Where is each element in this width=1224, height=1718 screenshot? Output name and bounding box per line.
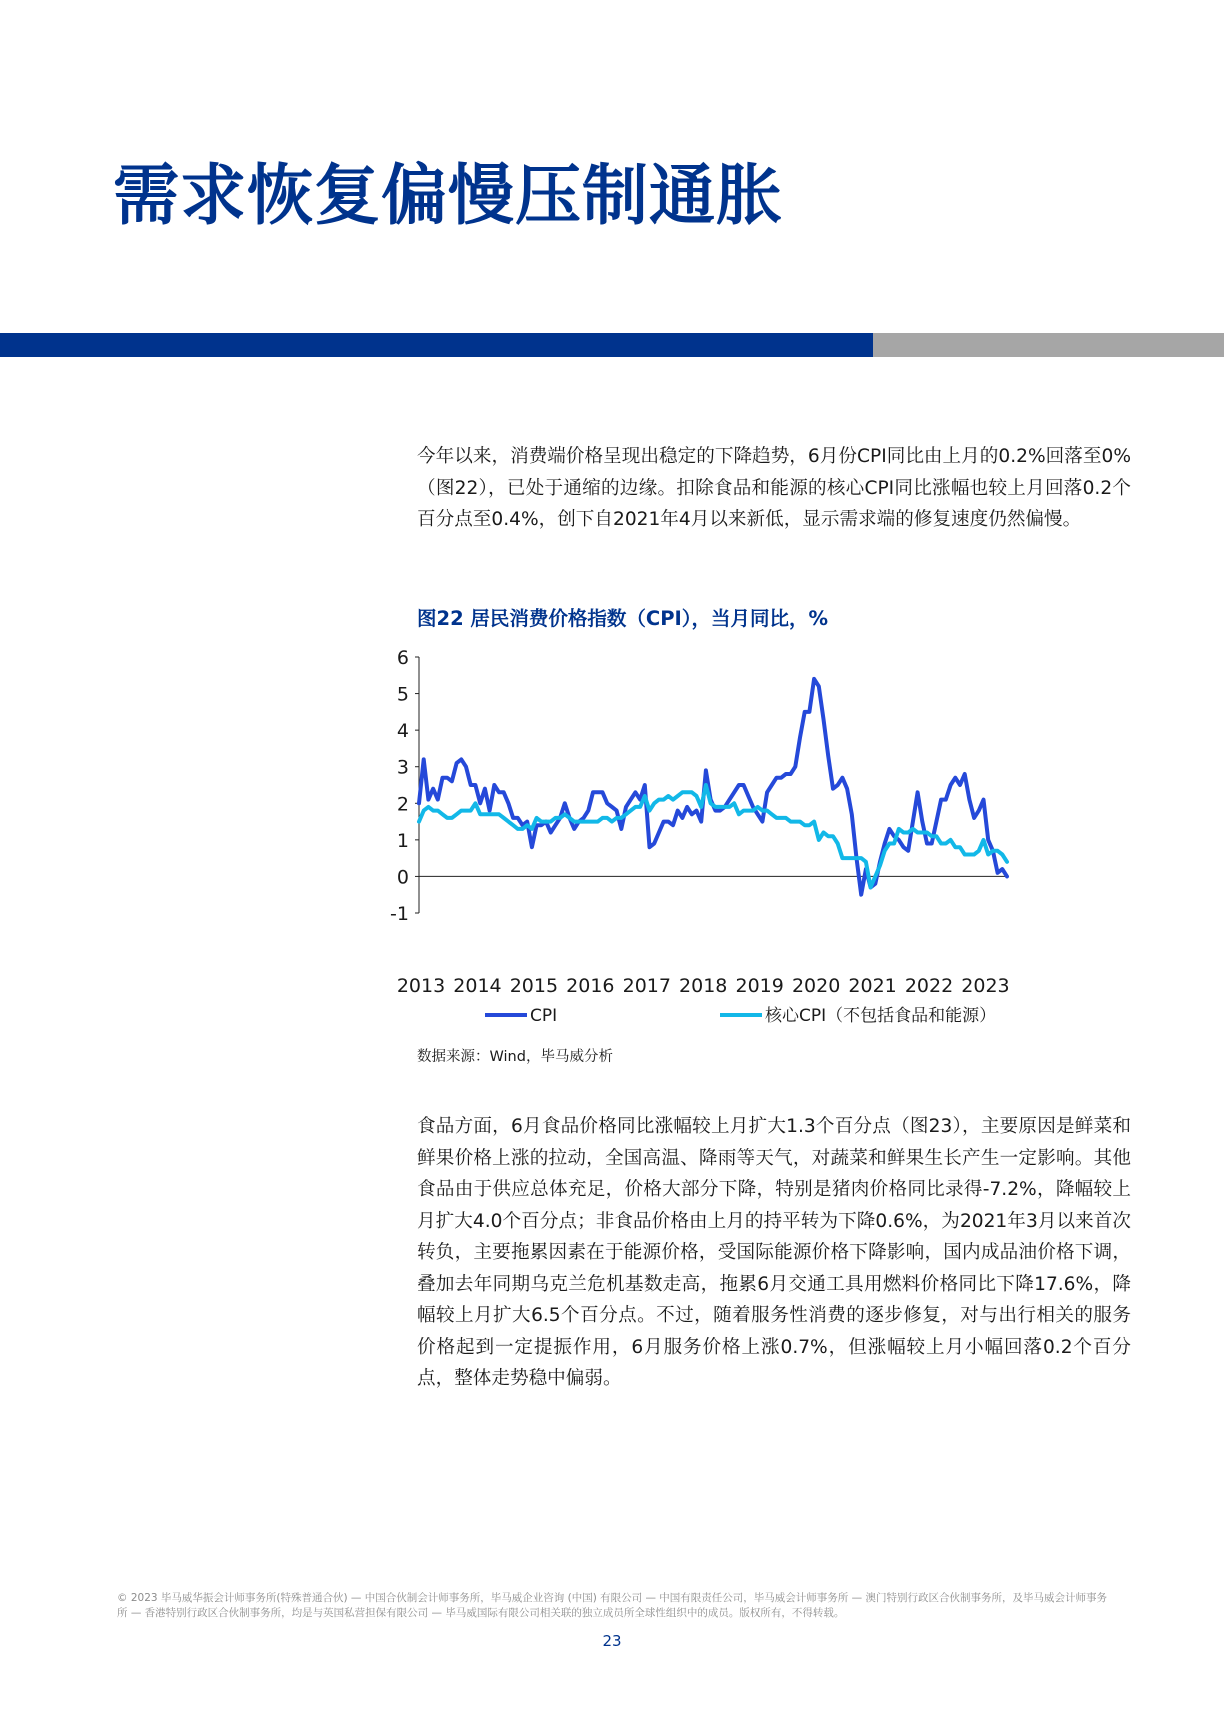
- chart-legend: [485, 1006, 996, 1026]
- intro-paragraph: 今年以来，消费端价格呈现出稳定的下降趋势，6月份CPI同比由上月的0.2%回落至0%（图22），已处于通缩的边缘。扣除食品和能源的核心CPI同比涨幅也较上月回落0.2个百分点至0.4%，创下自2021年4月以来新低，显示需求端的修复速度仍然偏慢。: [417, 446, 1131, 530]
- x-tick-label: 2020: [791, 975, 841, 997]
- x-tick-label: 2013: [396, 975, 446, 997]
- chart-axes: [415, 657, 1007, 913]
- header-divider-blue: [0, 333, 873, 357]
- y-tick-label: 1: [396, 829, 409, 852]
- legend-core-cpi-label: 核心CPI（不包括食品和能源）: [765, 1006, 997, 1026]
- legend-cpi-label: CPI: [530, 1006, 558, 1026]
- y-axis-tick-labels: [390, 647, 409, 925]
- cpi-chart-svg: [390, 640, 1120, 1035]
- chart-series-lines: [419, 679, 1007, 895]
- x-tick-label: 2014: [453, 975, 502, 997]
- food-analysis-paragraph: 食品方面，6月食品价格同比涨幅较上月扩大1.3个百分点（图23），主要原因是鲜菜和鲜果价格上涨的拉动，全国高温、降雨等天气，对蔬菜和鲜果生长产生一定影响。其他食品由于供应总体充足，价格大部分下降，特别是猪肉价格同比录得-7.2%，降幅较上月扩大4.0个百分点；非食品价格由上月的持平转为下降0.6%，为2021年3月以来首次转负，主要拖累因素在于能源价格，受国际能源价格下降影响，国内成品油价格下调，叠加去年同期乌克兰危机基数走高，拖累6月交通工具用燃料价格同比下降17.6%，降幅较上月扩大6.5个百分点。不过，随着服务性消费的逐步修复，对与出行相关的服务价格起到一定提振作用，6月服务价格上涨0.7%，但涨幅较上月小幅回落0.2个百分点，整体走势稳中偏弱。: [417, 1116, 1131, 1389]
- cpi-series-line: [419, 679, 1007, 895]
- page-number: 23: [602, 1632, 622, 1650]
- y-tick-label: 6: [396, 647, 409, 669]
- x-axis-tick-labels: [397, 975, 1010, 997]
- x-tick-label: 2023: [961, 975, 1010, 997]
- y-tick-label: 4: [396, 720, 409, 743]
- x-tick-label: 2016: [566, 975, 615, 997]
- copyright-footer: © 2023 毕马威华振会计师事务所(特殊普通合伙) — 中国合伙制会计师事务所，毕马威企业咨询 (中国) 有限公司 — 中国有限责任公司，毕马威会计师事务所 — 澳门特别行政区合伙制事务所，及毕马威会计师事务所 — 香港特别行政区合伙制事务所，均是与英国私营担保有限公司 — 毕马威国际有限公司相关联的独立成员所全球性组织中的成员。版权所有，不得转载。: [117, 1592, 1107, 1619]
- y-tick-label: 2: [396, 793, 409, 816]
- data-source-note: 数据来源：Wind，毕马威分析: [417, 1049, 613, 1065]
- y-tick-label: 0: [396, 866, 409, 889]
- x-tick-label: 2015: [509, 975, 559, 997]
- x-tick-label: 2019: [735, 975, 784, 997]
- x-tick-label: 2022: [904, 975, 954, 997]
- x-tick-label: 2018: [679, 975, 728, 997]
- y-tick-label: 3: [396, 756, 409, 779]
- figure-title: 图22 居民消费价格指数（CPI），当月同比，%: [417, 607, 829, 630]
- y-tick-label: -1: [390, 903, 409, 925]
- cpi-chart: [390, 640, 1120, 1035]
- x-tick-label: 2021: [848, 975, 897, 997]
- page-title: 需求恢复偏慢压制通胀: [113, 157, 783, 234]
- header-divider-gray: [873, 333, 1224, 357]
- y-tick-label: 5: [396, 683, 409, 706]
- x-tick-label: 2017: [622, 975, 671, 997]
